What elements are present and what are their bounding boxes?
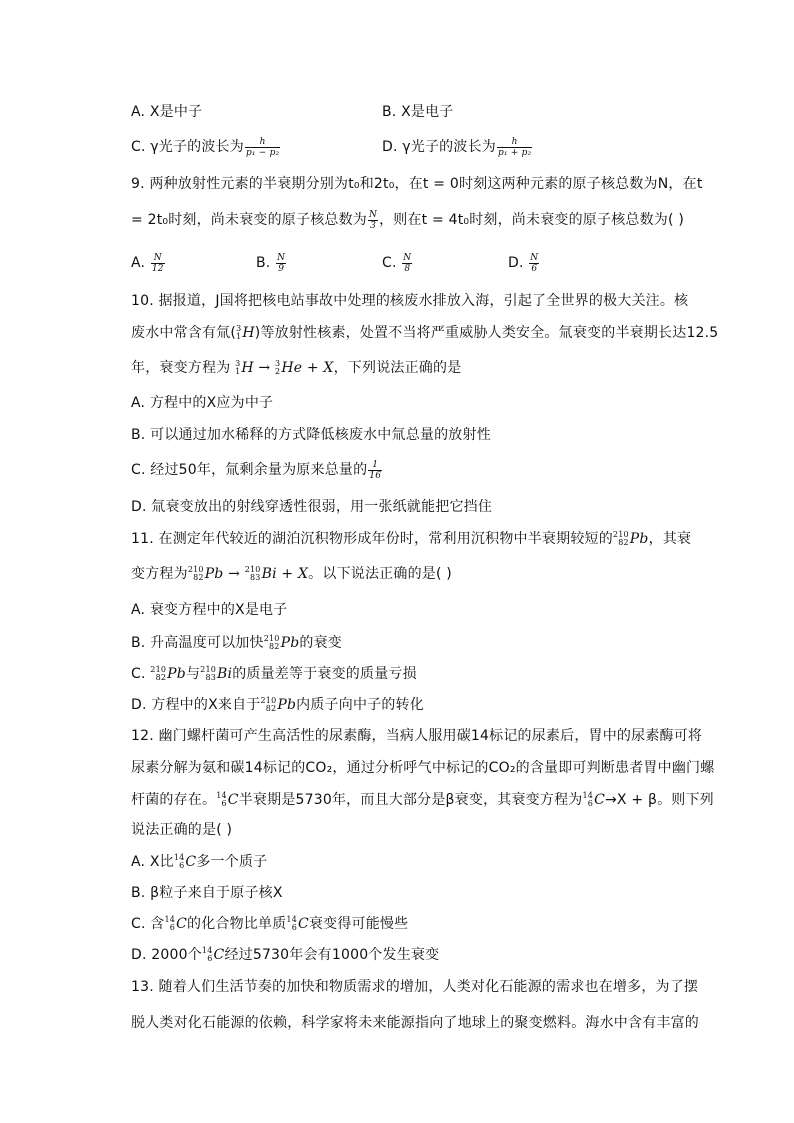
fraction-denominator: 12 [151, 263, 164, 274]
isotope-notation [613, 531, 629, 547]
element-symbol: C [227, 792, 239, 808]
q12-option-c [131, 913, 408, 935]
isotope-notation [188, 566, 204, 582]
option-label: B. [256, 255, 271, 271]
q10-stem-line-2 [131, 322, 718, 344]
q11-option-c [131, 663, 417, 685]
mass-number: 14 [173, 853, 185, 862]
isotope-notation [216, 792, 227, 808]
q10-stem-text-b: )等放射性核素，处置不当将严重威胁人类安全。氚衰变的半衰期长达12.5 [254, 325, 719, 341]
q13-stem-line-1: 13. 随着人们生活节奏的加快和物质需求的增加，人类对化石能源的需求也在增多，为了摆 [131, 979, 699, 995]
isotope-notation [174, 854, 185, 870]
q12-stem-text-a: 杆菌的存在。 [131, 792, 217, 808]
isotope-notation [264, 635, 280, 651]
q9-stem-line-2 [131, 209, 684, 231]
q10-stem-line-3 [131, 357, 461, 379]
q8-option-d [382, 136, 533, 158]
fraction-denominator: p₁ − p₂ [245, 147, 280, 158]
q13-stem-line-2: 脱人类对化石能源的依赖，科学家将未来能源指向了地球上的聚变燃料。海水中含有丰富的 [131, 1015, 699, 1031]
option-text-b: 多一个质子 [196, 854, 268, 870]
isotope-notation [202, 947, 213, 963]
element-symbol: Bi + X [261, 566, 309, 582]
isotope-notation [260, 697, 276, 713]
q12-option-b: B. β粒子来自于原子核X [131, 885, 283, 901]
element-symbol: H [241, 360, 254, 376]
q9-option-a [131, 252, 166, 274]
mass-number: 210 [612, 530, 629, 539]
mass-number: 210 [244, 565, 261, 574]
q11-option-b [131, 632, 342, 654]
atomic-number: 1 [235, 367, 241, 376]
option-text-a: A. X比 [131, 854, 174, 870]
option-text-b: 的化合物比单质 [187, 916, 287, 932]
atomic-number: 82 [155, 673, 167, 682]
isotope-notation [164, 916, 175, 932]
mass-number: 3 [235, 359, 241, 368]
element-symbol: C [213, 947, 225, 963]
isotope-notation [150, 666, 166, 682]
q12-stem-text-b: 半衰期是5730年，而且大部分是β衰变，其衰变方程为 [238, 792, 583, 808]
atomic-number: 2 [275, 367, 281, 376]
q10-stem-text-b: ，下列说法正确的是 [333, 360, 462, 376]
fraction-denominator: 3 [368, 220, 378, 231]
q12-stem-line-4: 说法正确的是( ) [131, 822, 233, 838]
mass-number: 3 [275, 359, 281, 368]
fraction-denominator: 16 [369, 470, 382, 481]
isotope-notation [235, 360, 240, 376]
reaction-arrow: → [223, 566, 245, 582]
element-symbol: C [298, 916, 309, 932]
q10-stem-text-a: 年，衰变方程为 [131, 360, 231, 376]
q11-stem-text-a: 11. 在测定年代较近的湖泊沉积物形成年份时，常利用沉积物中半衰期较短的 [131, 531, 613, 547]
option-label: D. [508, 255, 524, 271]
q8-option-c-fraction [245, 137, 280, 158]
fraction-numerator: N [403, 252, 412, 263]
q12-stem-line-1: 12. 幽门螺杆菌可产生高活性的尿素酶，当病人服用碳14标记的尿素后，胃中的尿素酶可将 [131, 728, 703, 744]
q8-option-d-text: D. γ光子的波长为 [382, 139, 496, 155]
fraction-numerator: N [153, 252, 162, 263]
q10-option-c [131, 459, 383, 481]
atomic-number: 6 [179, 861, 185, 870]
mass-number: 14 [582, 791, 594, 800]
q12-stem-text-c: →X + β。则下列 [605, 792, 714, 808]
q10-option-a: A. 方程中的X应为中子 [131, 395, 274, 411]
q9-option-b-fraction [276, 253, 286, 274]
atomic-number: 83 [205, 673, 217, 682]
isotope-notation [582, 792, 593, 808]
option-text-b: 的衰变 [299, 635, 342, 651]
q12-option-a [131, 851, 267, 873]
q9-stem-fraction [368, 210, 378, 231]
element-symbol: Pb [167, 666, 186, 682]
q9-option-d [508, 252, 540, 274]
option-label: A. [131, 255, 146, 271]
fraction-denominator: 8 [402, 263, 412, 274]
isotope-notation [245, 566, 261, 582]
q10-option-c-fraction [368, 460, 382, 481]
q8-option-b: B. X是电子 [382, 104, 454, 120]
mass-number: 210 [200, 665, 217, 674]
fraction-numerator: N [530, 252, 539, 263]
isotope-notation [200, 666, 216, 682]
option-label: C. [382, 255, 397, 271]
option-text-a: C. 含 [131, 916, 165, 932]
element-symbol: H [242, 325, 255, 341]
element-symbol: Pb [629, 531, 649, 547]
atomic-number: 6 [221, 799, 227, 808]
option-text-b: 经过5730年会有1000个发生衰变 [224, 947, 440, 963]
mass-number: 3 [236, 324, 242, 333]
q9-stem-line-1: 9. 两种放射性元素的半衰期分别为t₀和2t₀，在t = 0时刻这两种元素的原子核总数为N，在t [131, 176, 703, 192]
mass-number: 14 [201, 946, 213, 955]
reaction-arrow: → [253, 360, 276, 376]
atomic-number: 1 [236, 332, 242, 341]
q10-stem-line-1: 10. 据报道，J国将把核电站事故中处理的核废水排放入海，引起了全世界的极大关注。核 [131, 293, 689, 309]
element-symbol: Pb [277, 697, 297, 713]
element-symbol: Pb [204, 566, 224, 582]
atomic-number: 82 [265, 704, 277, 713]
q11-stem-text-a: 变方程为 [131, 566, 188, 582]
isotope-notation [286, 916, 297, 932]
mass-number: 14 [216, 791, 227, 800]
fraction-numerator: h [511, 136, 518, 147]
fraction-numerator: h [259, 136, 266, 147]
mass-number: 14 [164, 915, 176, 924]
option-text-b: 内质子向中子的转化 [296, 697, 424, 713]
q9-option-d-fraction [529, 253, 539, 274]
q8-option-c [131, 136, 281, 158]
fraction-numerator: 1 [372, 459, 379, 470]
element-symbol: He + X [281, 360, 334, 376]
q8-option-d-fraction [497, 137, 532, 158]
element-symbol: Pb [280, 635, 300, 651]
q10-option-d: D. 氚衰变放出的射线穿透性很弱，用一张纸就能把它挡住 [131, 499, 493, 515]
option-text-a: C. [131, 666, 151, 682]
atomic-number: 6 [587, 799, 594, 808]
option-text-c: 衰变得可能慢些 [308, 916, 409, 932]
q10-stem-text-a: 废水中常含有氚( [131, 325, 237, 341]
isotope-notation [275, 360, 280, 376]
mass-number: 14 [286, 915, 297, 924]
fraction-denominator: 9 [276, 263, 286, 274]
atomic-number: 82 [193, 573, 204, 582]
mass-number: 210 [150, 665, 167, 674]
q11-stem-line-1 [131, 528, 691, 550]
option-text-a: D. 方程中的X来自于 [131, 697, 261, 713]
q10-option-c-text: C. 经过50年，氚剩余量为原来总量的 [131, 462, 368, 478]
q11-option-d [131, 694, 424, 716]
mass-number: 210 [263, 634, 280, 643]
fraction-denominator: 6 [529, 263, 539, 274]
q12-option-d [131, 944, 439, 966]
q10-option-b: B. 可以通过加水稀释的方式降低核废水中氚总量的放射性 [131, 427, 491, 443]
atomic-number: 6 [207, 954, 213, 963]
element-symbol: Bi [217, 666, 233, 682]
element-symbol: C [185, 854, 197, 870]
q8-option-c-text: C. γ光子的波长为 [131, 139, 244, 155]
q12-stem-line-2: 尿素分解为氨和碳14标记的CO₂，通过分析呼气中标记的CO₂的含量即可判断患者胃中幽门螺 [131, 760, 715, 776]
option-text-b: 的质量差等于衰变的质量亏损 [232, 666, 417, 682]
q11-option-a: A. 衰变方程中的X是电子 [131, 602, 288, 618]
option-text-a: B. 升高温度可以加快 [131, 635, 264, 651]
q9-option-c [382, 252, 413, 274]
q11-stem-line-2 [131, 563, 452, 585]
q9-stem-text-a: = 2t₀时刻，尚未衰变的原子核总数为 [131, 212, 367, 228]
fraction-numerator: N [369, 209, 378, 220]
atomic-number: 82 [269, 642, 280, 651]
q9-stem-text-b: ，则在t = 4t₀时刻，尚未衰变的原子核总数为( ) [379, 212, 684, 228]
q9-option-c-fraction [402, 253, 412, 274]
atomic-number: 82 [618, 538, 629, 547]
atomic-number: 83 [250, 573, 261, 582]
q11-stem-text-b: ，其衰 [648, 531, 692, 547]
fraction-numerator: N [277, 252, 286, 263]
fraction-denominator: p₁ + p₂ [497, 147, 532, 158]
element-symbol: C [594, 792, 605, 808]
mass-number: 210 [260, 696, 277, 705]
atomic-number: 6 [291, 923, 297, 932]
option-text-a: D. 2000个 [131, 947, 202, 963]
option-text-mid: 与 [185, 666, 201, 682]
q11-stem-text-b: 。以下说法正确的是( ) [308, 566, 452, 582]
mass-number: 210 [187, 565, 204, 574]
q9-option-b [256, 252, 287, 274]
tritium-isotope-notation [236, 325, 241, 341]
q9-option-a-fraction [151, 253, 165, 274]
q8-option-a: A. X是中子 [131, 104, 203, 120]
element-symbol: C [176, 916, 187, 932]
q12-stem-line-3 [131, 789, 714, 811]
atomic-number: 6 [169, 923, 176, 932]
